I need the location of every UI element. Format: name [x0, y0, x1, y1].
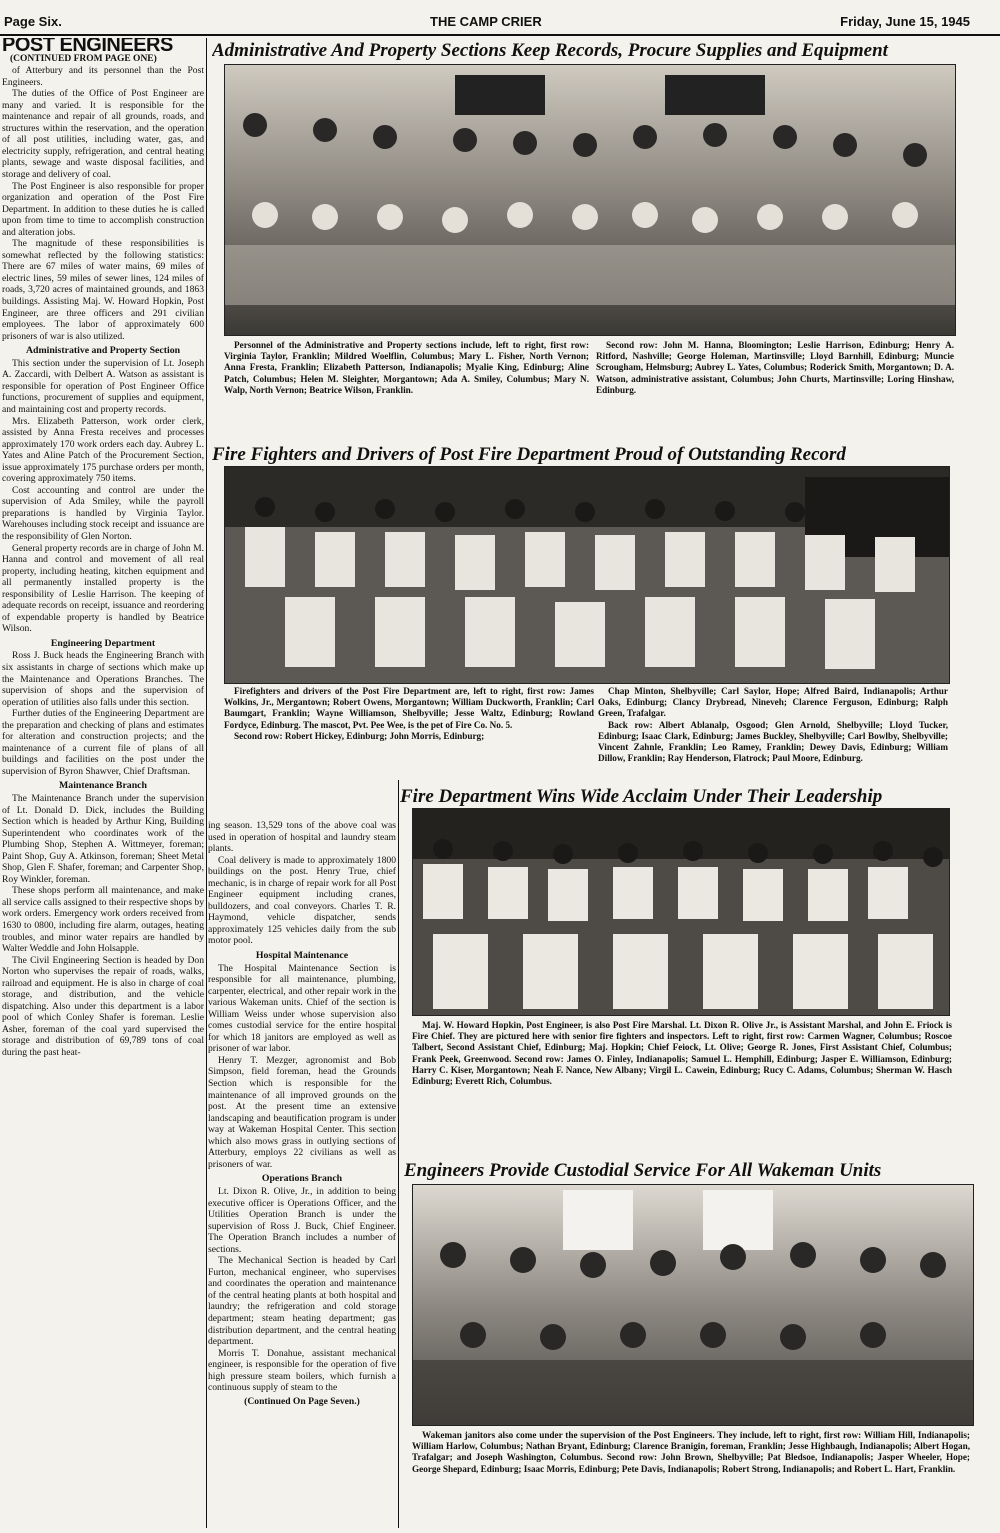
subhead: Maintenance Branch [59, 780, 147, 792]
caption-text: Wakeman janitors also come under the supervision of the Post Engineers. They include, left to right, first row: William Hill, Indianapolis; William Harlow, Columbus; Nathan Bryant, Edinburg; Clarence Branigin, foreman, Franklin; Jesse Highbaugh, Indianapolis; Albert Hogan, Trafalgar; and Joseph Washington, Columbus. Second row: John Brown, Shelbyville; Pat Bledsoe, Indianapolis; Jasper Wheeler, Hope; George Shepard, Edinburg; Isaac Morris, Edinburg; Pete Davis, Indianapolis; Robert Strong, Indianapolis; and Robert L. Hart, Franklin. [412, 1430, 970, 1474]
paragraph: The magnitude of these responsibilities is somewhat reflected by the following statistics: There are 67 miles of water mains, 69 miles of electric lines, 59 miles of sewer lines, 124 miles of roads, 3,720 acres of maintained grounds, and 1863 buildings. Assisting Maj. W. Howard Hopkin, Post Engineer, are three officers and 291 civilian employees. The labor of approximately 600 prisoners of war is also utilized. [2, 238, 204, 342]
paragraph: The duties of the Office of Post Engineer are many and varied. It is responsible for the maintenance and repair of all grounds, roads, and structures within the reservation, and the operation of all post utilities, including water, gas, and electricity supply, refrigeration, and central heating plants, sewage and waste disposal facilities, and storage and delivery of coal. [2, 88, 204, 181]
caption-text: Personnel of the Administrative and Property sections include, left to right, first row: Virginia Taylor, Franklin; Mildred Woelflin, Columbus; Mary L. Fisher, North Vernon; Anna Fresta, Franklin; Elizabeth Patterson, Indianapolis; Myalie King, Edinburg; Aline Patch, Columbus; Helen M. Sleighter, Morgantown; Ada A. Smiley, Columbus; Mary N. Walp, North Vernon; Beatrice Wilson, Franklin. [224, 340, 589, 395]
continued-note: (CONTINUED FROM PAGE ONE) [10, 53, 157, 64]
paragraph: Lt. Dixon R. Olive, Jr., in addition to being executive officer is Operations Officer, and the Utilities Operation Branch is under the supervision of Ross J. Buck, Chief Engineer. The Operation Branch includes a number of sections. [208, 1185, 396, 1255]
group-photo-janitors [412, 1184, 974, 1426]
paragraph: The Mechanical Section is headed by Carl Furton, mechanical engineer, who supervises and coordinates the operation and maintenance of the central heating plants at both hospital and laundry; the refrigeration and cold storage department; steam heating department; gas distribution department, and the central heating department. [208, 1255, 396, 1348]
subhead: Operations Branch [261, 1173, 343, 1185]
paragraph: Henry T. Mezger, agronomist and Bob Simpson, field foreman, head the Grounds Section which is responsible for the maintenance of all improved grounds on the post. At the present time an extensive landscaping and beautification program is under way at Wakeman Hospital Center. This section which also mows grass in outlying sections of Atterbury, employs 22 civilians as well as prisoners of war. [208, 1054, 396, 1170]
photo-headline: Administrative And Property Sections Keep Records, Procure Supplies and Equipment [212, 40, 888, 61]
masthead-rule [0, 34, 1000, 36]
paragraph: of Atterbury and its personnel than the Post Engineers. [2, 65, 204, 88]
continued-note: (Continued On Page Seven.) [244, 1395, 360, 1407]
paragraph: General property records are in charge of John M. Hanna and control and movement of all real property, including heating, kitchen equipment and all permanently installed property is the responsibility of Leslie Harrison. The keeping of adequate records on receipt, issuance and reordering of expendable property is handled by Beatrice Wilson. [2, 542, 204, 635]
column-rule [206, 38, 207, 1528]
paragraph: This section under the supervision of Lt. Joseph A. Zaccardi, with Delbert A. Watson as assistant is responsible for operation of Post Engineer Office functions, procurement of supplies and equipment, and maintaining cost and property records. [2, 357, 204, 415]
group-photo-firefighters [224, 466, 950, 684]
middle-column-article [208, 820, 396, 1525]
caption-text: Maj. W. Howard Hopkin, Post Engineer, is also Post Fire Marshal. Lt. Dixon R. Olive Jr., is Assistant Marshal, and John E. Friock is Fire Chief. They are pictured here with senior fire fighters and inspectors. Left to right, first row: Carmen Wagner, Columbus; Roscoe Talbert, Second Assistant Chief, Edinburg; Maj. Hopkin; Chief Feiock, Lt. Olive; George R. Jones, First Assistant Chief, Columbus; Frank Peek, Greenwood. Second row: James O. Finley, Indianapolis; Samuel L. Hemphill, Edinburg; Jasper E. Williamson, Edinburg; Harry C. Kiser, Morgantown; Neah F. Nance, New Albany; Virgil L. Cawein, Edinburg; Rucy C. Adams, Columbus; Sherman W. Hasch Edinburg; Everett Rich, Columbus. [412, 1020, 952, 1087]
photo-caption [598, 686, 948, 778]
subhead: Administrative and Property Section [25, 345, 181, 357]
photo-headline: Engineers Provide Custodial Service For All Wakeman Units [404, 1160, 882, 1181]
subhead: Engineering Department [50, 637, 156, 649]
page-number: Page Six. [4, 14, 62, 29]
photo-caption [412, 1430, 970, 1528]
caption-text: Firefighters and drivers of the Post Fire Department are, left to right, first row: James Wolkins, Jr., Mergantown; Robert Owens, Morgantown; William Duckworth, Franklin; Carl Baumgart, Franklin; Wayne Williamson, Shelbyville; Jesse Waltz, Edinburg; Rowland Fordyce, Edinburg. The mascot, Pvt. Pee Wee, is the pet of Fire Co. No. 5. [224, 686, 594, 730]
paragraph: The Post Engineer is also responsible for proper organization and operation of the Post Fire Department. In addition to these duties he is called upon from time to time to accomplish construction and alteration jobs. [2, 180, 204, 238]
paragraph: Coal delivery is made to approximately 1800 buildings on the post. Henry True, chief mechanic, is in charge of repair work for all Post Engineer equipment including cranes, bulldozers, and coal conveyors. Charles T. R. Haymond, vehicle dispatcher, sends approximately 125 vehicles daily from the sub motor pool. [208, 854, 396, 947]
issue-date: Friday, June 15, 1945 [840, 14, 970, 29]
caption-text: Chap Minton, Shelbyville; Carl Saylor, Hope; Alfred Baird, Indianapolis; Arthur Oaks, Edinburg; Clancy Drybread, Nineveh; Clarence Ferguson, Edinburg; Ralph Green, Trafalgar. [598, 686, 948, 719]
photo-headline: Fire Fighters and Drivers of Post Fire Department Proud of Outstanding Record [212, 444, 846, 465]
subhead: Hospital Maintenance [255, 950, 349, 962]
caption-text: Back row: Albert Ablanalp, Osgood; Glen Arnold, Shelbyville; Lloyd Tucker, Edinburg; Isaac Clark, Edinburg; James Buckley, Shelbyville; Carl Bowlby, Shelbyville; Vincent Zahnle, Franklin; Leo Ramey, Franklin; Dewey Davis, Edinburg; William Dillow, Franklin; Ray Henderson, Flatrock; Paul Moore, Edinburg. [598, 719, 948, 764]
photo-caption [412, 1020, 952, 1130]
paragraph: Further duties of the Engineering Department are the preparation and checking of plans and estimates for alteration and construction projects; and the maintenance of a current file of plans of all buildings and facilities on the post under the supervision of Byron Shawver, Chief Draftsman. [2, 708, 204, 777]
paragraph: The Civil Engineering Section is headed by Don Norton who supervises the repair of roads, walks, railroad and equipment. He is also in charge of coal storage, and distribution, and the vehicle dispatching. Also under this department is a labor pool of which Conley Shafer is foreman. Leslie Asher, foreman of the coal yard supervised the storage and distribution of 69,789 tons of coal during the past heat- [2, 954, 204, 1059]
left-column-article [2, 38, 204, 1528]
caption-text: Second row: Robert Hickey, Edinburg; John Morris, Edinburg; [234, 730, 485, 741]
photo-headline: Fire Department Wins Wide Acclaim Under Their Leadership [400, 786, 883, 807]
paragraph: The Hospital Maintenance Section is responsible for all maintenance, plumbing, carpenter, electrical, and other repair work in the various Wakeman units. Chief of the section is William Weiss under whose supervision also comes custodial service for the entire hospital for which 18 janitors are employed as well as prisoner of war labor. [208, 962, 396, 1055]
paragraph: Mrs. Elizabeth Patterson, work order clerk, assisted by Anna Fresta receives and processes approximately 170 work orders each day. Aubrey L. Yates and Aline Patch of the Procurement Section, issue approximately 175 purchase orders per month, covering approximately 750 items. [2, 415, 204, 485]
article-headline: POST ENGINEERS [2, 38, 173, 56]
paragraph: The Maintenance Branch under the supervision of Lt. Donald D. Dick, includes the Building Section which is headed by Arthur King, Building Superintendent who coordinates work of the Plumbing Shop, Stephen A. Wittmeyer, foreman; Paint Shop, Guy A. Atkinson, foreman; Sheet Metal Shop, Glen F. Shafer, foreman; and Carpenter Shop, Roy Winkler, foreman. [2, 793, 204, 885]
paragraph: These shops perform all maintenance, and make all service calls assigned to their respective shops by work orders. Emergency work orders received from 1630 to 0800, including fire alarm, outages, heating troubles, and minor water repairs are handled by Walter Weddle and John Holsapple. [2, 885, 204, 955]
paragraph: Ross J. Buck heads the Engineering Branch with six assistants in charge of sections which make up the Maintenance and Operations Branches. The supervision of shops and the supervision of operation of utilities also falls under this section. [2, 650, 204, 708]
photo-caption [224, 340, 589, 442]
paragraph: Morris T. Donahue, assistant mechanical engineer, is responsible for the operation of five high pressure steam boilers, which furnish a continuous supply of steam to the [208, 1347, 396, 1394]
group-photo-fire-leaders [412, 808, 950, 1016]
masthead [0, 0, 1000, 34]
paragraph: ing season. 13,529 tons of the above coal was used in operation of hospital and laundry steam plants. [208, 820, 396, 855]
photo-caption [224, 686, 594, 778]
column-rule [398, 780, 399, 1528]
newspaper-name: THE CAMP CRIER [430, 14, 542, 29]
caption-text: Second row: John M. Hanna, Bloomington; Leslie Harrison, Edinburg; Henry A. Ritford, Nashville; George Holeman, Martinsville; Lloyd Barnhill, Edinburg; Muncie Scrougham, Helmsburg; Aubrey L. Yates, Columbus; Roderick Smith, Morgantown; D. A. Watson, administrative assistant, Columbus; John Churts, Martinsville; Loring Hinshaw, Edinburg. [596, 340, 954, 395]
paragraph: Cost accounting and control are under the supervision of Ada Smiley, while the payroll preparations is handled by Virginia Taylor. Warehouses including stock receipt and issuance are the responsibility of Glen Norton. [2, 484, 204, 542]
photo-caption [596, 340, 954, 442]
group-photo-admin [224, 64, 956, 336]
